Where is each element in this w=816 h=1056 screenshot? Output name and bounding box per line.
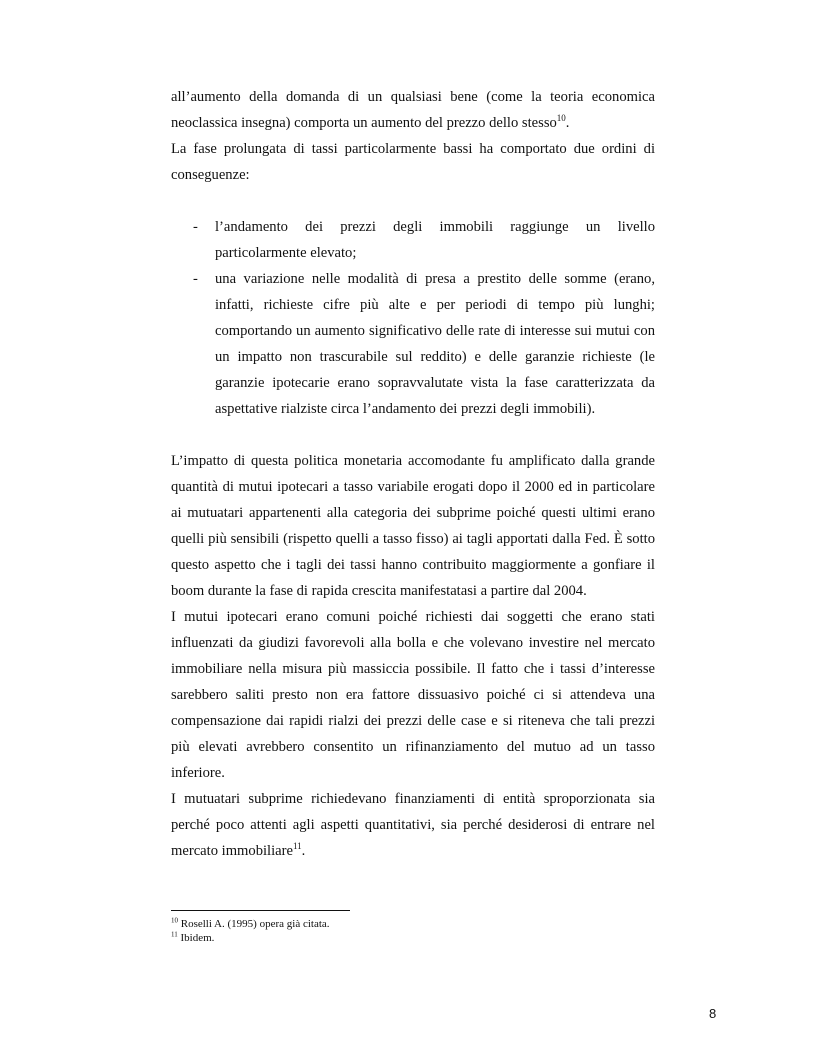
paragraph-mortgages: I mutui ipotecari erano comuni poiché richiesti dai soggetti che erano stati influenzati da giudizi favorevoli alla bolla e che volevano investire nel mercato immobiliare nella misura più massiccia possibile. Il fatto che i tassi d’interesse sarebbero saliti presto non era fattore dissuasivo poiché ci si attendeva una compensazione dai rapidi rialzi dei prezzi delle case e si riteneva che tali prezzi più elevati avrebbero consentito un rifinanziamento del mutuo ad un tasso inferiore. [171,609,655,781]
consequences-list [171,214,655,422]
paragraph-subprime: I mutuatari subprime richiedevano finanziamenti di entità sproporzionata sia perché poco attenti agli aspetti quantitativi, sia perché desiderosi di entrare nel mercato immobiliare$^{11}$. [171,791,655,859]
paragraph-continuation: all’aumento della domanda di un qualsiasi bene (come la teoria economica neoclassica insegna) comporta un aumento del prezzo dello stesso$^{10}$. [171,89,655,131]
page-number: 8 [709,1006,717,1021]
footnote: $^{11}$ Ibidem. [171,930,215,944]
body-text [171,84,655,864]
footnote-ref-11: 11 [292,841,302,852]
footnotes [171,917,651,945]
footnote: $^{10}$ Roselli A. (1995) opera già citata. [171,916,330,930]
paragraph-consequences-intro: La fase prolungata di tassi particolarmente bassi ha comportato due ordini di conseguenze: [171,141,655,183]
footnote-ref-10: 10 [556,113,566,124]
footnote-separator [171,910,350,911]
paragraph-policy-impact: L’impatto di questa politica monetaria accomodante fu amplificato dalla grande quantità di mutui ipotecari a tasso variabile erogati dopo il 2000 ed in particolare ai mutuatari appartenenti alla categoria dei subprime poiché questi ultimi erano quelli più sensibili (rispetto quelli a tasso fisso) ai tagli apportati dalla Fed. È sotto questo aspetto che i tagli dei tassi hanno contribuito maggiormente a gonfiare il boom durante la fase di rapida crescita manifestatasi a partire dal 2004. [171,453,655,599]
list-item: - l’andamento dei prezzi degli immobili raggiunge un livello particolarmente elevato; [193,219,655,261]
list-item: - una variazione nelle modalità di presa a prestito delle somme (erano, infatti, richieste cifre più alte e per periodi di tempo più lunghi; comportando un aumento significativo delle rate di interesse sui mutui con un impatto non trascurabile sul reddito) e delle garanzie richieste (le garanzie ipotecarie erano sopravvalutate vista la fase caratterizzata da aspettative rialziste circa l’andamento dei prezzi degli immobili). [193,271,655,417]
